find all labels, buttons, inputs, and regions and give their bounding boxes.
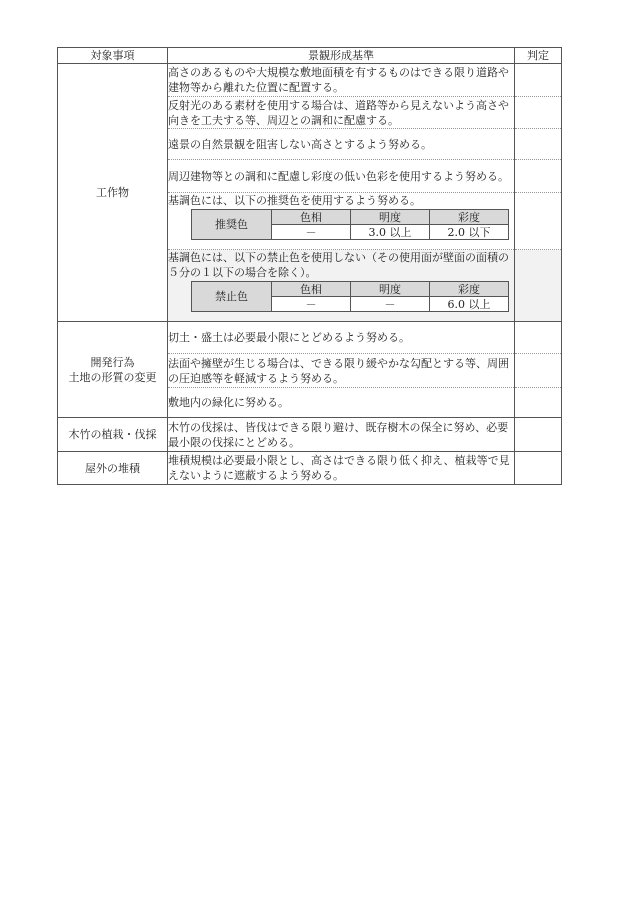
table-row [58, 452, 562, 485]
criteria-cell: 高さのあるものや大規模な敷地面積を有するものはできる限り道路や建物等から離れた位置に配置する。 [168, 64, 515, 97]
prohibited-color-label: 禁止色 [192, 282, 272, 312]
chroma-header: 彩度 [430, 210, 509, 225]
prohibited-color-table [191, 281, 509, 312]
value-header: 明度 [351, 210, 430, 225]
table-row [58, 418, 562, 452]
hue-value: － [272, 225, 351, 240]
judgement-cell[interactable] [515, 160, 562, 193]
table-row [58, 322, 562, 354]
subject-tree-planting: 木竹の植栽・伐採 [58, 418, 168, 452]
value-value: － [351, 297, 430, 312]
judgement-cell[interactable] [515, 129, 562, 160]
judgement-cell[interactable] [515, 354, 562, 388]
hue-header: 色相 [272, 210, 351, 225]
judgement-cell[interactable] [515, 193, 562, 250]
criteria-cell: 遠景の自然景観を阻害しない高さとするよう努める。 [168, 129, 515, 160]
chroma-value: 2.0 以下 [430, 225, 509, 240]
header-subject: 対象事項 [58, 48, 168, 64]
header-criteria: 景観形成基準 [168, 48, 515, 64]
judgement-cell[interactable] [515, 388, 562, 418]
document-page [57, 47, 561, 485]
recommended-color-table [191, 209, 509, 240]
chroma-header: 彩度 [430, 282, 509, 297]
table-header-row [58, 48, 562, 64]
judgement-cell[interactable] [515, 452, 562, 485]
recommended-color-label: 推奨色 [192, 210, 272, 240]
header-judgement: 判定 [515, 48, 562, 64]
criteria-cell: 反射光のある素材を使用する場合は、道路等から見えないよう高さや向きを工夫する等、周辺との調和に配慮する。 [168, 97, 515, 129]
criteria-cell: 基調色には、以下の禁止色を使用しない（その使用面が壁面の面積の５分の１以下の場合を除く）。 禁止色 色相 明度 彩度 － － 6.0 以上 [168, 250, 515, 322]
value-value: 3.0 以上 [351, 225, 430, 240]
judgement-cell[interactable] [515, 322, 562, 354]
subject-outdoor-storage: 屋外の堆積 [58, 452, 168, 485]
criteria-cell: 堆積規模は必要最小限とし、高さはできる限り低く抑え、植栽等で見えないように遮蔽するよう努める。 [168, 452, 515, 485]
hue-header: 色相 [272, 282, 351, 297]
judgement-cell[interactable] [515, 64, 562, 97]
criteria-cell: 敷地内の緑化に努める。 [168, 388, 515, 418]
chroma-value: 6.0 以上 [430, 297, 509, 312]
criteria-cell: 周辺建物等との調和に配慮し彩度の低い色彩を使用するよう努める。 [168, 160, 515, 193]
landscape-criteria-table [57, 47, 562, 485]
table-row [58, 64, 562, 97]
judgement-cell[interactable] [515, 418, 562, 452]
subject-development: 開発行為 土地の形質の変更 [58, 322, 168, 418]
criteria-cell: 法面や擁壁が生じる場合は、できる限り緩やかな勾配とする等、周囲の圧迫感等を軽減するよう努める。 [168, 354, 515, 388]
judgement-cell[interactable] [515, 250, 562, 322]
value-header: 明度 [351, 282, 430, 297]
criteria-cell: 基調色には、以下の推奨色を使用するよう努める。 推奨色 色相 明度 彩度 － 3.0 以上 2.0 以下 [168, 193, 515, 250]
judgement-cell[interactable] [515, 97, 562, 129]
criteria-cell: 木竹の伐採は、皆伐はできる限り避け、既存樹木の保全に努め、必要最小限の伐採にとどめる。 [168, 418, 515, 452]
criteria-cell: 切土・盛土は必要最小限にとどめるよう努める。 [168, 322, 515, 354]
subject-structures: 工作物 [58, 64, 168, 322]
hue-value: － [272, 297, 351, 312]
